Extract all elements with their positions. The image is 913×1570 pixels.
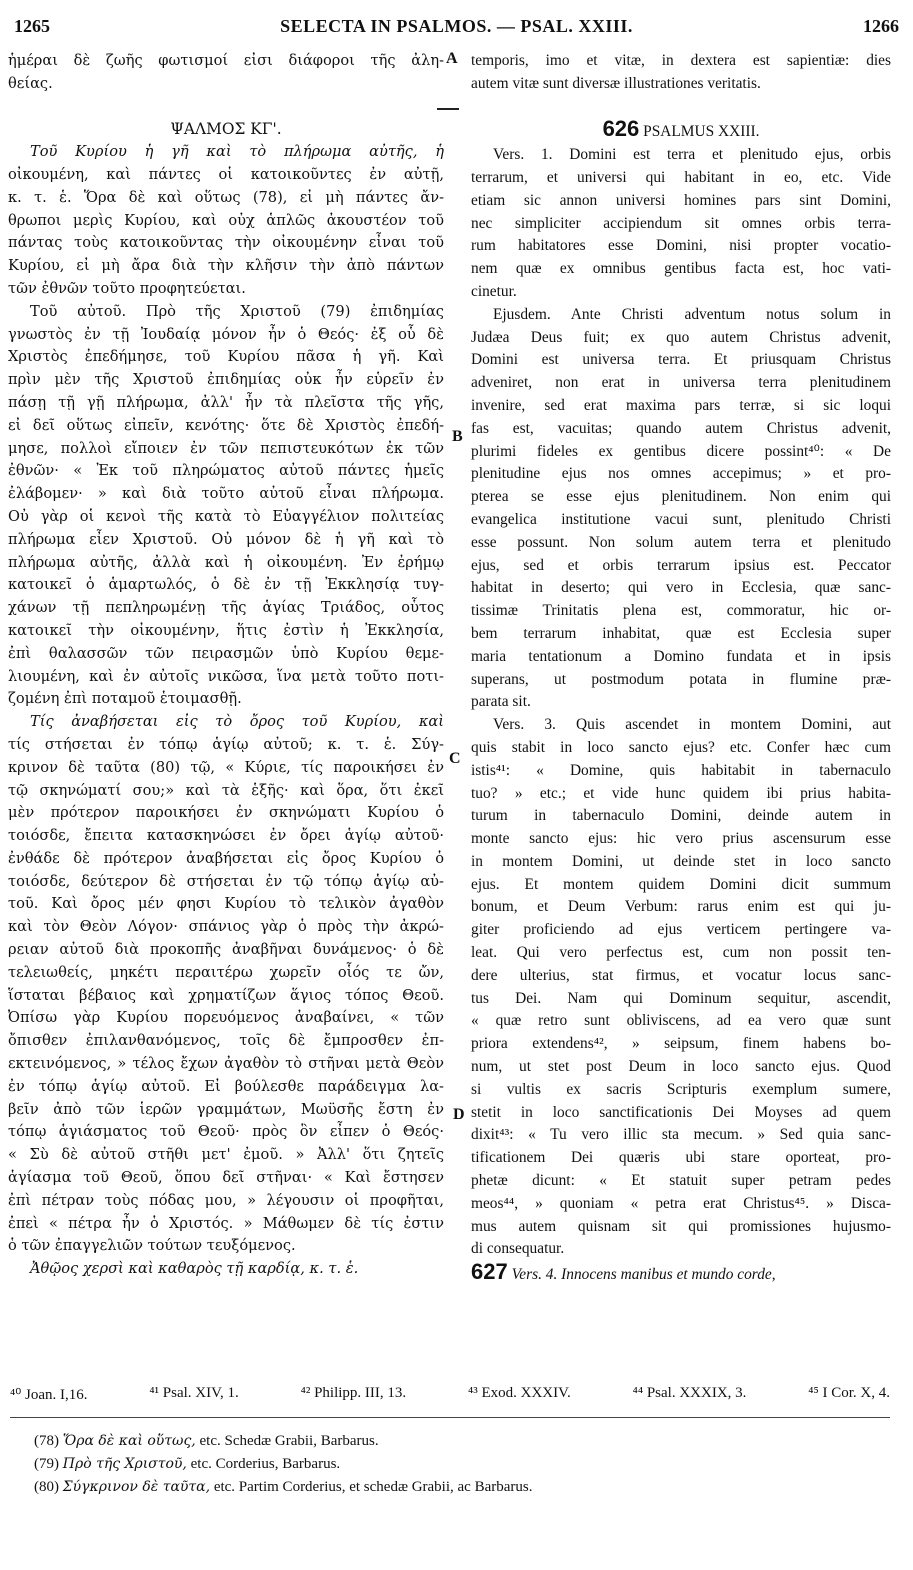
note-text: etc. Partim Corderius, et schedæ Grabii, ac Barbarus. (210, 1479, 533, 1495)
greek-p2-line: πρὶν μὲν τῆς Χριστοῦ ἐπιδημίας οὐκ ἦν εὑρεῖν ἐν (8, 371, 444, 389)
greek-p2-line: ζομένη ἐπὶ ποταμοῦ ἑτοιμασθῇ. (8, 690, 242, 708)
note-text: etc. Corderius, Barbarus. (186, 1456, 341, 1472)
latin-p2-line: maria tentationum a Domino fundata et in ipsis (471, 647, 891, 665)
page-number-right: 1266 (863, 16, 899, 36)
note-number: (78) (34, 1433, 59, 1449)
latin-p1-line: nem quæ ex omnibus gentibus facta est, hoc vati- (471, 260, 891, 278)
latin-p1-line: rum habitatores esse Domini, nisi propter vocatio- (471, 237, 891, 255)
note-greek: Πρὸ τῆς Χριστοῦ, (62, 1456, 187, 1472)
greek-p1-line: κ. τ. ἑ. Ὅρα δὲ καὶ οὕτως (78), εἰ μὴ πάντες ἄν- (8, 188, 444, 206)
column-number: 626 (602, 118, 640, 142)
latin-p4-text: Vers. 4. Innocens manibus et mundo corde, (511, 1266, 776, 1284)
latin-p3-line: bonum, et Deum Verbum: rarus enim est qui ju- (471, 898, 891, 916)
latin-p2-line: plenitudine ejus nos omnes accepimus; » et pro- (471, 465, 891, 483)
greek-p3-line: τῷ σκηνώματί σου;» καὶ τὰ ἑξῆς· καὶ ὅρα, ὅτι ἐκεῖ (8, 781, 444, 799)
greek-p3-line: εκτεινόμενος, » τέλος ἔχων ἀγαθὸν τὸ στῆναι μετὰ Θεὸν (8, 1055, 444, 1073)
latin-column (471, 50, 891, 1287)
greek-p3-line: τελειωθείς, μηκέτι περαιτέρω χωρεῖν οἷός τε ὤν, (8, 963, 444, 981)
latin-p2-line: habitat in deserto; qui vero in Ecclesia, quæ sanc- (471, 579, 891, 597)
latin-p2-line: ejus, sed et orbis terrarum ipsius est. Peccator (471, 556, 891, 574)
greek-p2-line: κατοικεῖ τὴν οἰκουμένην, ἥτις ἐστὶν ἡ Ἐκκλησία, (8, 621, 444, 639)
latin-p3-line: tuo? » etc.; et vide hunc quidem ibi prius habita- (471, 784, 891, 802)
greek-column (8, 50, 444, 1281)
spacer (471, 96, 891, 119)
latin-intro-line: temporis, imo et vitæ, in dextera est sapientiæ: dies (471, 52, 891, 69)
latin-p3-line: giter proficiendo ad ejus verticem pertingere va- (471, 921, 891, 939)
greek-p3-line: τίς στήσεται ἐν τόπῳ ἁγίῳ αὐτοῦ; κ. τ. ἑ. Σύγ- (8, 735, 444, 753)
note-text: etc. Schedæ Grabii, Barbarus. (195, 1433, 379, 1449)
page-number-left: 1265 (14, 16, 50, 36)
latin-p2-line: adveniret, non erat in universa terra plenitudinem (471, 374, 891, 392)
greek-p2-line: γνωστὸς ἐν τῇ Ἰουδαίᾳ μόνον ἦν ὁ Θεός· ἐξ οὗ δὲ (8, 325, 444, 343)
greek-p3-line: ἁγίασμα τοῦ Θεοῦ, ὅπου δεῖ στῆναι· « Καὶ ἔστησεν (8, 1169, 444, 1187)
greek-p3-line: ὁ τῶν ἐπαγγελιῶν τούτων τευξόμενος. (8, 1237, 296, 1255)
latin-p3-line: mus autem quisnam sit qui promissiones hujusmo- (471, 1217, 891, 1235)
latin-p2-line: pterea se esse ejus plenitudinem. Non enim qui (471, 488, 891, 506)
latin-p3-line: dere ulterius, stat firmus, et vocatur locus sanc- (471, 966, 891, 984)
greek-p3-line: ἐπεὶ « πέτρα ἦν ὁ Χριστός. » Μάθωμεν δὲ τίς ἐστιν (8, 1214, 444, 1232)
greek-p2-line: πλήρωμα αὐτῆς, ἀλλὰ καὶ ἡ οἰκουμένη. Ἐν ἐρήμῳ (8, 553, 444, 571)
latin-p2-line: invenire, sed erat maxima pars terræ, si sic loqui (471, 396, 891, 414)
greek-p2-line: μησε, πολλοὶ εἴποιεν ἐν τῶν πεπιστευκότων ἐκ τῶν (8, 439, 444, 457)
latin-p3-line: « quæ retro sunt obliviscens, ad ea vero quæ sunt (471, 1012, 891, 1030)
greek-p3-line: Ὀπίσω γὰρ Κυρίου πορευόμενος ἀναβαίνει, « τῶν (8, 1009, 444, 1027)
latin-p3-line: tificationem Dei quæris ubi stare oporteat, pro- (471, 1149, 891, 1167)
latin-p3-line: Vers. 3. Quis ascendet in montem Domini, aut (493, 716, 891, 734)
latin-p3-line: ejus. Et montem quidem Domini dicit summum (471, 875, 891, 893)
latin-p3-line: istis⁴¹: « Domine, quis habitabit in tabernaculo (471, 761, 891, 779)
latin-p2-line: bem terrarum inhabitat, quæ est Ecclesia super (471, 624, 891, 642)
margin-marker-b: B (452, 428, 463, 445)
latin-p3-line: di consequatur. (471, 1240, 565, 1258)
latin-p2-line: esse possunt. Non solum autem terra et plenitudo (471, 533, 891, 551)
greek-p2-line: Τοῦ αὐτοῦ. Πρὸ τῆς Χριστοῦ (79) ἐπιδημίας (30, 302, 444, 320)
editorial-note (34, 1430, 894, 1453)
greek-p2-line: ἐθνῶν· « Ἐκ τοῦ πληρώματος αὐτοῦ πάντες ἡμεῖς (8, 462, 444, 480)
greek-intro-line: ἡμέραι δὲ ζωῆς φωτισμοί εἰσι διάφοροι τῆς ἀλη- (8, 52, 444, 69)
greek-p3-line: ἐνθάδε δὲ πρότερον ἀναβήσεται εἰς ὄρος Κυρίου ὁ (8, 849, 444, 867)
footnote-ref: ⁴³ Exod. XXXIV. (468, 1385, 571, 1401)
latin-p3-line: si vultis ex sacris Scripturis exemplum sumere, (471, 1080, 891, 1098)
spacer (8, 96, 444, 119)
footnote-ref: ⁴¹ Psal. XIV, 1. (149, 1385, 239, 1401)
editorial-note (34, 1453, 894, 1476)
footnote-rule (10, 1417, 890, 1418)
latin-p3-line: stetit in loco sanctificationis Dei Moyses ad quem (471, 1103, 891, 1121)
greek-p2-line: Οὐ γὰρ οἱ κενοὶ τῆς κατὰ τὸ Εὐαγγέλιον πολιτείας (8, 507, 444, 525)
greek-p2-line: ἐλάβομεν· » καὶ διὰ τοῦτο αὐτοῦ εἶναι πλήρωμα. (8, 485, 444, 503)
greek-p3-line: « Σὺ δὲ αὐτοῦ στῆθι μετ' ἐμοῦ. » Ἀλλ' ὅτι ζητεῖς (8, 1146, 444, 1164)
latin-p4-line (471, 1261, 891, 1287)
greek-psalm-title: ΨΑΛΜΟΣ ΚΓ'. (170, 120, 282, 139)
footnote-ref: ⁴⁰ Joan. I,16. (10, 1387, 88, 1403)
greek-p2-line: Χριστὸς ἐπεδήμησε, τοῦ Κυρίου πᾶσα ἡ γῆ. Καὶ (8, 348, 444, 366)
greek-p1-line: Κυρίου, εἰ μὴ ἄρα διὰ τὴν κλῆσιν τὴν ἀπὸ πάντων (8, 257, 444, 275)
latin-p1-line: nec simpliciter accipiendum sit omnes orbis terra- (471, 214, 891, 232)
latin-p3-line: quis stabit in loco sancto ejus? etc. Confer hæc cum (471, 738, 891, 756)
margin-marker-d: D (453, 1106, 465, 1123)
latin-p1-line: terrarum, et universi qui habitant in eo, etc. Vide (471, 168, 891, 186)
latin-p2-line: parata sit. (471, 693, 531, 711)
footnote-ref: ⁴⁴ Psal. XXXIX, 3. (632, 1385, 747, 1401)
latin-psalm-heading (471, 118, 891, 144)
latin-p3-line: num, ut stet post Deum in loco sancto ejus. Quod (471, 1058, 891, 1076)
margin-marker-c: C (449, 750, 461, 767)
latin-p3-line: turum in tabernaculo Domini, deinde autem in (471, 807, 891, 825)
greek-p3-line: ἵσταται βέβαιος καὶ χρηματίζων ἅγιος τόπος Θεοῦ. (8, 986, 444, 1004)
greek-p3-line: βεῖν ἀπὸ τῶν ἱερῶν γραμμάτων, Μωϋσῆς ἔστη ἐν (8, 1100, 444, 1118)
footnote-ref: ⁴² Philipp. III, 13. (300, 1385, 407, 1401)
greek-p3-line: καὶ τὸν Θεὸν Λόγον· σπάνιος γὰρ ὁ πρὸς τὴν ἀκρώ- (8, 918, 444, 936)
latin-p3-line: dixit⁴³: « Tu vero illic sta mecum. » Sed quia sanc- (471, 1126, 891, 1144)
latin-p3-line: in montem Domini, ut deinde stet in loco sancto (471, 852, 891, 870)
latin-p1-line: Vers. 1. Domini est terra et plenitudo ejus, orbis (493, 146, 891, 164)
latin-p2-line: superans, ut postmodum potata in flumine præ- (471, 670, 891, 688)
latin-p2-line: evangelica institutione vacui sunt, plenitudo Christi (471, 510, 891, 528)
greek-p3-line: ρειαν αὐτοῦ διὰ προκοπῆς ἀναβῆναι δυνάμενος· ὁ δὲ (8, 941, 444, 959)
greek-p2-line: πλήρωμα εἶεν Χριστοῦ. Οὐ μόνον δὲ ἡ γῆ καὶ τὸ (8, 530, 444, 548)
greek-p2-line: εἰ δεῖ οὕτως εἰπεῖν, κενότης· ὅτε δὲ Χριστὸς ἐπεδή- (8, 416, 444, 434)
greek-p4-line: Ἀθῷος χερσὶ καὶ καθαρὸς τῇ καρδίᾳ, κ. τ. ἑ. (30, 1260, 359, 1278)
greek-p2-line: χάνων τῇ πεπληρωμένῃ τῆς ἁγίας Τριάδος, οὗτος (8, 599, 444, 617)
greek-p3-line: Τίς ἀναβήσεται εἰς τὸ ὄρος τοῦ Κυρίου, καὶ (30, 713, 444, 731)
note-number: (80) (34, 1479, 59, 1495)
greek-p1-line: θρωποι μερὶς Κυρίου, καὶ οὐχ ἁπλῶς ἀκουστέον τοῦ (8, 211, 444, 229)
page-header (14, 16, 899, 42)
latin-p3-line: meos⁴⁴, » quoniam « petra erat Christus⁴⁵. » Disca- (471, 1194, 891, 1212)
greek-p1-line: τῶν ἐθνῶν τοῦτο προφητεύεται. (8, 279, 246, 297)
greek-intro-line: θείας. (8, 74, 53, 92)
greek-p3-line: ἐπὶ πέτραν τοὺς πόδας μου, » λέγουσιν οἱ προφῆται, (8, 1191, 444, 1209)
greek-p2-line: πάσῃ τῇ γῇ πλήρωμα, ἀλλ' ἦν τὰ πλεῖστα τῆς γῆς, (8, 393, 444, 411)
latin-p1-line: cinetur. (471, 282, 517, 300)
latin-p2-line: Judæa Deus fuit; ex quo autem Christus advenit, (471, 328, 891, 346)
scripture-footnotes (10, 1385, 890, 1404)
greek-p1-line: Τοῦ Κυρίου ἡ γῆ καὶ τὸ πλήρωμα αὐτῆς, ἡ (30, 143, 444, 161)
greek-p3-line: τόπῳ ἁγιάσματος τοῦ Θεοῦ· πρὸς ὃν εἶπεν ὁ Θεός· (8, 1123, 444, 1141)
latin-p2-line: Ejusdem. Ante Christi adventum notus solum in (493, 305, 891, 323)
editorial-note (34, 1476, 894, 1499)
latin-p3-line: priora extendens⁴², » seipsum, finem habens bo- (471, 1035, 891, 1053)
editorial-notes (34, 1430, 894, 1499)
greek-p2-line: ἐπὶ θαλασσῶν τῶν πειρασμῶν ὑπὸ Κυρίου θεμε- (8, 644, 444, 662)
footnote-ref: ⁴⁵ I Cor. X, 4. (808, 1385, 890, 1401)
note-number: (79) (34, 1456, 59, 1472)
latin-intro-line: autem vitæ sunt diversæ illustrationes veritatis. (471, 74, 761, 92)
running-title: SELECTA IN PSALMOS. — PSAL. XXIII. (280, 16, 633, 36)
latin-p3-line: monte sancto ejus: hic vero prius ascensurum esse (471, 830, 891, 848)
margin-marker-a: A (446, 50, 458, 67)
latin-p3-line: tus Dei. Nam qui Dominum sequitur, ascendit, (471, 989, 891, 1007)
latin-p2-line: plurimi fideles ex gentibus dicere possint⁴⁰: « De (471, 442, 891, 460)
greek-p3-line: ὄπισθεν ἐπιλανθανόμενος, τοῖς δὲ ἔμπροσθεν ἐπ- (8, 1032, 444, 1050)
greek-p3-line: κρινον δὲ ταῦτα (80) τῷ, « Κύριε, τίς παροικήσει ἐν (8, 758, 444, 776)
greek-p3-line: τοιόσδε, ἔπειτα κατασκηνώσει ἐν ὄρει ἁγίῳ αὐτοῦ· (8, 827, 444, 845)
greek-p3-line: μὲν πρότερον παροικήσει ἐν σκηνώματι Κυρίου ὁ (8, 804, 444, 822)
greek-p3-line: ἐν τόπῳ ἁγίῳ αὐτοῦ. Εἰ βούλεσθε παράδειγμα λα- (8, 1077, 444, 1095)
latin-p3-line: leat. Qui vero perfectus est, cum non possit ten- (471, 944, 891, 962)
latin-p2-line: tissimæ Trinitatis plena est, commoratur, hic or- (471, 602, 891, 620)
note-greek: Σύγκρινον δὲ ταῦτα, (62, 1479, 211, 1495)
greek-p1-line: οἰκουμένη, καὶ πάντες οἱ κατοικοῦντες ἐν αὐτῇ, (8, 165, 444, 183)
greek-p3-line: τοιόσδε, δεύτερον δὲ στήσεται ἐν τῷ τόπῳ ἁγίῳ αὐ- (8, 872, 444, 890)
latin-p2-line: Domini est universa terra. Et priusquam Christus (471, 351, 891, 369)
greek-p2-line: λιουμένη, καὶ ἐν αὐτοῖς νικῶσα, ἵνα μετὰ τοῦτο ποτι- (8, 667, 444, 685)
column-number: 627 (471, 1261, 508, 1285)
latin-psalm-title: PSALMUS XXIII. (643, 123, 760, 141)
latin-p3-line: phetæ dicunt: « Et statuit super petram pedes (471, 1172, 891, 1190)
latin-p1-line: etiam sic annon universi homines pars sint Domini, (471, 191, 891, 209)
greek-p1-line: πάντας τοὺς κατοικοῦντας τὴν οἰκουμένην εἶναι τοῦ (8, 234, 444, 252)
greek-p2-line: κατοικεῖ ὁ ἁμαρτωλός, ὁ δὲ ἐν τῇ Ἐκκλησίᾳ τυγ- (8, 576, 444, 594)
latin-p2-line: fas est, vacuitas; quando autem Christus advenit, (471, 419, 891, 437)
note-greek: Ὅρα δὲ καὶ οὕτως, (62, 1433, 196, 1449)
greek-p3-line: τοῦ. Καὶ ὄρος μέν φησι Κυρίου τὸ τελικὸν ἀγαθὸν (8, 895, 444, 913)
